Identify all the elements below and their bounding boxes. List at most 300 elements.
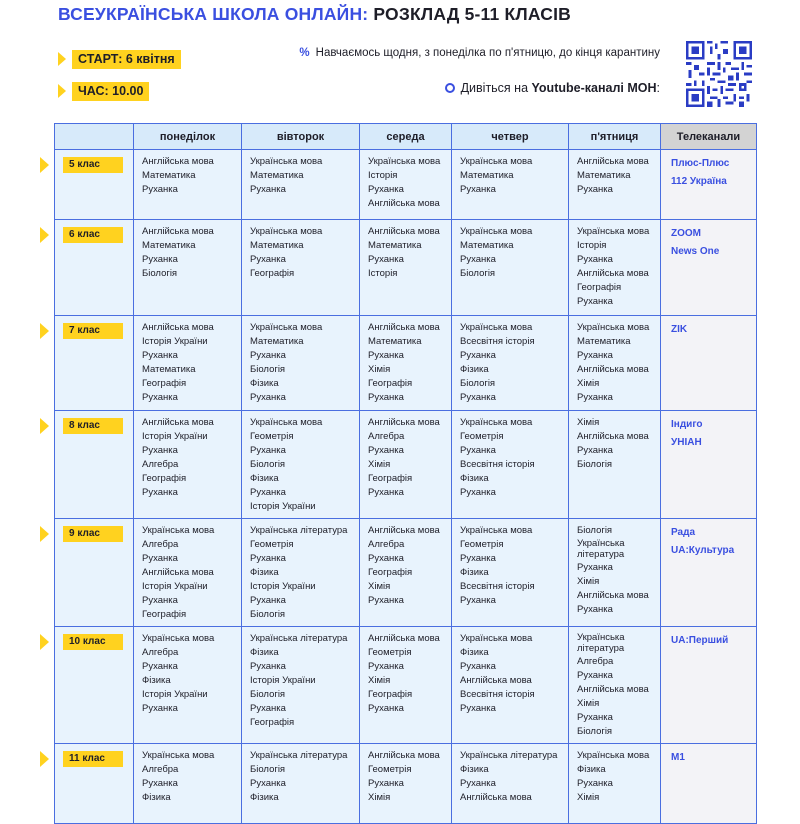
subject-item: Українська мова: [577, 750, 650, 761]
table-row: [55, 411, 757, 519]
subject-item: Всесвітня історія: [460, 459, 535, 470]
day-cell: [569, 150, 661, 220]
subject-item: Англійська мова: [142, 322, 214, 333]
subject-item: Фізика: [460, 473, 489, 484]
subject-item: Всесвітня історія: [460, 336, 535, 347]
subject-item: Руханка: [460, 254, 496, 265]
subject-item: Географія: [577, 282, 622, 293]
day-cell: [242, 519, 360, 627]
header-friday: п'ятниця: [569, 124, 661, 150]
subject-item: Руханка: [460, 350, 496, 361]
subject-item: Математика: [577, 170, 631, 181]
subject-item: Руханка: [142, 254, 178, 265]
subject-item: Фізика: [460, 567, 489, 578]
tv-channel-cell: [661, 150, 757, 220]
subject-item: Фізика: [250, 473, 279, 484]
subject-item: Українська література: [250, 525, 348, 536]
subject-item: Хімія: [577, 378, 600, 389]
subject-item: Руханка: [368, 778, 404, 789]
grade-cell: [55, 150, 134, 220]
subject-item: Українська мова: [250, 226, 323, 237]
subject-list: [569, 519, 660, 621]
subject-item: Руханка: [460, 661, 496, 672]
subject-item: Англійська мова: [368, 198, 440, 209]
youtube-channel-link[interactable]: Youtube-каналі МОН: [531, 81, 657, 95]
arrow-right-icon: [40, 751, 49, 767]
subject-item: Історія України: [250, 581, 316, 592]
subject-item: Англійська мова: [368, 750, 440, 761]
day-cell: [452, 627, 569, 744]
subject-list: [242, 744, 359, 809]
subject-list: [360, 316, 451, 409]
subject-item: Руханка: [460, 392, 496, 403]
subject-item: Історія України: [250, 675, 316, 686]
header-corner: [55, 124, 134, 150]
subject-item: Історія України: [142, 431, 208, 442]
subject-item: Українська мова: [460, 525, 533, 536]
subject-item: Руханка: [250, 254, 286, 265]
subject-item: Геометрія: [250, 431, 294, 442]
subject-item: Руханка: [368, 553, 404, 564]
tv-channel-link[interactable]: ZIK: [671, 324, 688, 335]
subject-item: Руханка: [250, 778, 286, 789]
subject-item: Руханка: [577, 184, 613, 195]
subject-item: Геометрія: [250, 539, 294, 550]
header-tv-channels: Телеканали: [661, 124, 757, 150]
subject-item: Хімія: [368, 675, 391, 686]
subject-item: Руханка: [460, 703, 496, 714]
subject-item: Алгебра: [142, 459, 179, 470]
subject-item: Історія України: [250, 501, 316, 512]
day-cell: [360, 316, 452, 411]
percent-icon: %: [299, 47, 310, 59]
tv-channel-link[interactable]: Рада: [671, 527, 696, 538]
subject-item: Історія: [577, 240, 607, 251]
grade-cell: [55, 316, 134, 411]
subject-item: Руханка: [250, 350, 286, 361]
subject-item: Математика: [142, 240, 196, 251]
grade-cell: [55, 519, 134, 627]
subject-list: [134, 411, 241, 504]
subject-item: Руханка: [142, 661, 178, 672]
subject-item: Хімія: [577, 792, 600, 803]
day-cell: [360, 627, 452, 744]
subject-item: Біологія: [460, 378, 496, 389]
day-cell: [134, 627, 242, 744]
subject-list: [360, 220, 451, 285]
subject-item: Історія: [368, 170, 398, 181]
table-row: [55, 150, 757, 220]
info-youtube: [445, 81, 660, 95]
arrow-right-icon: [40, 634, 49, 650]
subject-item: Руханка: [368, 703, 404, 714]
day-cell: [360, 519, 452, 627]
info-daily: [299, 47, 660, 59]
subject-item: Руханка: [142, 184, 178, 195]
subject-item: Біологія: [250, 689, 286, 700]
subject-item: Математика: [577, 336, 631, 347]
header-thursday: четвер: [452, 124, 569, 150]
subject-item: Руханка: [250, 553, 286, 564]
day-cell: [242, 744, 360, 824]
subject-item: Алгебра: [142, 647, 179, 658]
subject-item: Хімія: [368, 364, 391, 375]
subject-item: Українська мова: [142, 525, 215, 536]
subject-item: Руханка: [250, 445, 286, 456]
subject-item: Історія України: [142, 336, 208, 347]
subject-item: Геометрія: [368, 764, 412, 775]
subject-item: Українська література: [250, 633, 348, 644]
subject-item: Українська мова: [368, 156, 441, 167]
subject-item: Руханка: [577, 604, 613, 615]
subject-item: Руханка: [577, 296, 613, 307]
subject-item: Англійська мова: [142, 226, 214, 237]
grade-badge: 6 клас: [63, 227, 123, 243]
subject-item: Хімія: [368, 581, 391, 592]
subject-item: Географія: [142, 609, 187, 620]
subject-item: Руханка: [368, 392, 404, 403]
subject-item: Українська мова: [577, 226, 650, 237]
subject-item: Географія: [368, 378, 413, 389]
tv-channel-link[interactable]: Плюс-Плюс: [671, 158, 730, 169]
subject-list: [569, 744, 660, 809]
tv-channel-link[interactable]: News One: [671, 246, 720, 257]
subject-list: [569, 316, 660, 409]
subject-list: [134, 150, 241, 201]
tv-channel-cell: [661, 519, 757, 627]
tv-channel-link[interactable]: УНІАН: [671, 437, 702, 448]
subject-item: Руханка: [142, 703, 178, 714]
tv-channel-link[interactable]: 112 Україна: [671, 176, 727, 187]
subject-item: Англійська мова: [577, 364, 649, 375]
day-cell: [134, 411, 242, 519]
subject-item: Українська література: [577, 538, 625, 560]
tv-channel-list: [661, 220, 756, 265]
day-cell: [569, 411, 661, 519]
subject-item: Географія: [142, 473, 187, 484]
arrow-right-icon: [40, 157, 49, 173]
subject-item: Руханка: [368, 445, 404, 456]
subject-item: Географія: [368, 567, 413, 578]
tv-channel-link[interactable]: M1: [671, 752, 685, 763]
subject-item: Руханка: [142, 553, 178, 564]
subject-item: Географія: [250, 717, 295, 728]
tv-channel-cell: [661, 220, 757, 316]
subject-item: Руханка: [250, 392, 286, 403]
subject-item: Українська мова: [142, 633, 215, 644]
subject-list: [242, 411, 359, 518]
subject-item: Українська мова: [460, 417, 533, 428]
subject-item: Руханка: [368, 595, 404, 606]
tv-channel-cell: [661, 411, 757, 519]
tv-channel-link[interactable]: ZOOM: [671, 228, 701, 239]
grade-badge: 5 клас: [63, 157, 123, 173]
grade-badge: 9 клас: [63, 526, 123, 542]
subject-item: Руханка: [577, 562, 613, 573]
subject-list: [134, 744, 241, 809]
subject-item: Руханка: [250, 487, 286, 498]
subject-item: Українська література: [250, 750, 348, 761]
table-row: [55, 519, 757, 627]
subject-list: [452, 519, 568, 612]
subject-item: Руханка: [142, 595, 178, 606]
subject-item: Математика: [460, 240, 514, 251]
subject-item: Фізика: [250, 567, 279, 578]
subject-list: [242, 220, 359, 285]
subject-item: Географія: [368, 689, 413, 700]
subject-item: Українська мова: [250, 156, 323, 167]
subject-list: [452, 411, 568, 504]
day-cell: [134, 150, 242, 220]
subject-item: Руханка: [142, 392, 178, 403]
subject-list: [452, 316, 568, 409]
header-wednesday: середа: [360, 124, 452, 150]
subject-item: Руханка: [368, 184, 404, 195]
subject-item: Всесвітня історія: [460, 581, 535, 592]
day-cell: [452, 519, 569, 627]
subject-item: Фізика: [250, 378, 279, 389]
day-cell: [569, 316, 661, 411]
subject-list: [360, 744, 451, 809]
subject-list: [134, 316, 241, 409]
subject-item: Географія: [368, 473, 413, 484]
tv-channel-list: [661, 627, 756, 654]
table-header-row: [55, 124, 757, 150]
subject-item: Українська література: [460, 750, 558, 761]
subject-item: Руханка: [577, 712, 613, 723]
title-part-dark: РОЗКЛАД 5-11 КЛАСІВ: [373, 4, 572, 24]
subject-item: Англійська мова: [142, 156, 214, 167]
subject-item: Українська мова: [460, 226, 533, 237]
subject-item: Руханка: [460, 487, 496, 498]
ring-icon: [445, 83, 455, 93]
subject-item: Руханка: [577, 254, 613, 265]
table-row: [55, 220, 757, 316]
schedule-table: [54, 123, 757, 824]
subject-item: Біологія: [577, 459, 613, 470]
subject-item: Українська мова: [250, 322, 323, 333]
subject-item: Хімія: [577, 698, 600, 709]
subject-item: Геометрія: [368, 647, 412, 658]
tv-channel-cell: [661, 744, 757, 824]
subject-item: Руханка: [368, 661, 404, 672]
subject-list: [242, 519, 359, 626]
subject-item: Руханка: [577, 445, 613, 456]
subject-item: Англійська мова: [368, 322, 440, 333]
grade-cell: [55, 744, 134, 824]
day-cell: [242, 316, 360, 411]
grade-cell: [55, 411, 134, 519]
subject-item: Математика: [368, 336, 422, 347]
subject-item: Руханка: [250, 184, 286, 195]
subject-item: Англійська мова: [577, 590, 649, 601]
subject-item: Англійська мова: [368, 525, 440, 536]
subject-list: [452, 744, 568, 809]
day-cell: [360, 150, 452, 220]
subject-item: Хімія: [368, 459, 391, 470]
subject-item: Українська мова: [460, 322, 533, 333]
subject-item: Українська мова: [250, 417, 323, 428]
subject-list: [452, 150, 568, 201]
subject-list: [452, 220, 568, 285]
day-cell: [452, 150, 569, 220]
tv-channel-list: [661, 744, 756, 771]
subject-item: Руханка: [460, 445, 496, 456]
subject-item: Руханка: [250, 703, 286, 714]
subject-item: Алгебра: [368, 431, 405, 442]
subject-item: Хімія: [577, 417, 600, 428]
subject-item: Руханка: [577, 350, 613, 361]
subject-list: [569, 411, 660, 476]
arrow-right-icon: [58, 84, 66, 98]
subject-item: Геометрія: [460, 431, 504, 442]
subject-item: Руханка: [460, 778, 496, 789]
subject-item: Фізика: [250, 792, 279, 803]
day-cell: [134, 316, 242, 411]
subject-item: Руханка: [460, 184, 496, 195]
info-youtube-prefix: Дивіться на: [460, 81, 532, 95]
subject-item: Англійська мова: [577, 268, 649, 279]
subject-item: Алгебра: [368, 539, 405, 550]
subject-item: Руханка: [577, 392, 613, 403]
day-cell: [452, 744, 569, 824]
arrow-right-icon: [40, 227, 49, 243]
day-cell: [134, 744, 242, 824]
grade-badge: 7 клас: [63, 323, 123, 339]
subject-item: Руханка: [460, 553, 496, 564]
subject-item: Біологія: [460, 268, 496, 279]
day-cell: [242, 411, 360, 519]
day-cell: [360, 744, 452, 824]
arrow-right-icon: [40, 323, 49, 339]
qr-code-icon[interactable]: [686, 41, 752, 107]
subject-item: Алгебра: [142, 764, 179, 775]
page-title: [58, 4, 571, 25]
subject-list: [134, 627, 241, 720]
info-youtube-suffix: :: [656, 81, 660, 95]
subject-item: Фізика: [577, 764, 606, 775]
tv-channel-list: [661, 519, 756, 564]
subject-item: Математика: [142, 170, 196, 181]
subject-item: Біологія: [250, 364, 286, 375]
subject-item: Українська мова: [460, 633, 533, 644]
subject-item: Алгебра: [142, 539, 179, 550]
time-badge: ЧАС: 10.00: [72, 82, 149, 101]
day-cell: [569, 519, 661, 627]
day-cell: [360, 411, 452, 519]
subject-item: Біологія: [250, 764, 286, 775]
tv-channel-list: [661, 316, 756, 343]
subject-item: Англійська мова: [577, 156, 649, 167]
subject-item: Біологія: [577, 726, 613, 737]
subject-list: [134, 519, 241, 626]
grade-badge: 10 клас: [63, 634, 123, 650]
subject-item: Англійська мова: [577, 684, 649, 695]
subject-list: [569, 220, 660, 313]
subject-item: Біологія: [577, 525, 613, 536]
subject-item: Математика: [142, 364, 196, 375]
arrow-right-icon: [40, 418, 49, 434]
table-row: [55, 316, 757, 411]
subject-item: Історія України: [142, 689, 208, 700]
subject-list: [134, 220, 241, 285]
subject-item: Українська мова: [142, 750, 215, 761]
day-cell: [452, 220, 569, 316]
subject-list: [569, 150, 660, 201]
day-cell: [360, 220, 452, 316]
day-cell: [452, 316, 569, 411]
subject-list: [360, 627, 451, 720]
subject-item: Руханка: [142, 487, 178, 498]
day-cell: [569, 744, 661, 824]
subject-list: [242, 316, 359, 409]
tv-channel-link[interactable]: UA:Культура: [671, 545, 735, 556]
subject-item: Біологія: [250, 459, 286, 470]
tv-channel-cell: [661, 316, 757, 411]
subject-item: Англійська мова: [368, 417, 440, 428]
subject-item: Руханка: [368, 350, 404, 361]
grade-cell: [55, 220, 134, 316]
table-row: [55, 627, 757, 744]
subject-item: Англійська мова: [368, 226, 440, 237]
subject-item: Руханка: [460, 595, 496, 606]
subject-item: Руханка: [368, 254, 404, 265]
subject-item: Математика: [250, 170, 304, 181]
subject-item: Руханка: [577, 670, 613, 681]
day-cell: [242, 627, 360, 744]
grade-cell: [55, 627, 134, 744]
subject-item: Хімія: [368, 792, 391, 803]
subject-item: Англійська мова: [460, 792, 532, 803]
table-row: [55, 744, 757, 824]
subject-list: [360, 150, 451, 215]
day-cell: [242, 220, 360, 316]
subject-item: Фізика: [142, 675, 171, 686]
subject-list: [569, 627, 660, 743]
subject-list: [452, 627, 568, 720]
title-part-blue: ВСЕУКРАЇНСЬКА ШКОЛА ОНЛАЙН:: [58, 4, 369, 24]
tv-channel-link[interactable]: Індиго: [671, 419, 703, 430]
grade-badge: 11 клас: [63, 751, 123, 767]
subject-item: Англійська мова: [368, 633, 440, 644]
subject-item: Біологія: [250, 609, 286, 620]
subject-item: Фізика: [460, 764, 489, 775]
grade-badge: 8 клас: [63, 418, 123, 434]
subject-item: Англійська мова: [577, 431, 649, 442]
subject-item: Англійська мова: [142, 417, 214, 428]
subject-item: Фізика: [250, 647, 279, 658]
subject-item: Англійська мова: [142, 567, 214, 578]
subject-item: Всесвітня історія: [460, 689, 535, 700]
tv-channel-link[interactable]: UA:Перший: [671, 635, 729, 646]
day-cell: [569, 627, 661, 744]
tv-channel-list: [661, 150, 756, 195]
subject-list: [242, 150, 359, 201]
header-tuesday: вівторок: [242, 124, 360, 150]
subject-item: Руханка: [250, 595, 286, 606]
subject-item: Хімія: [577, 576, 600, 587]
subject-item: Фізика: [142, 792, 171, 803]
subject-item: Геометрія: [460, 539, 504, 550]
subject-item: Українська мова: [460, 156, 533, 167]
subject-list: [360, 411, 451, 504]
subject-item: Математика: [250, 336, 304, 347]
subject-item: Руханка: [142, 778, 178, 789]
subject-item: Руханка: [250, 661, 286, 672]
day-cell: [242, 150, 360, 220]
subject-item: Математика: [250, 240, 304, 251]
subject-item: Руханка: [577, 778, 613, 789]
